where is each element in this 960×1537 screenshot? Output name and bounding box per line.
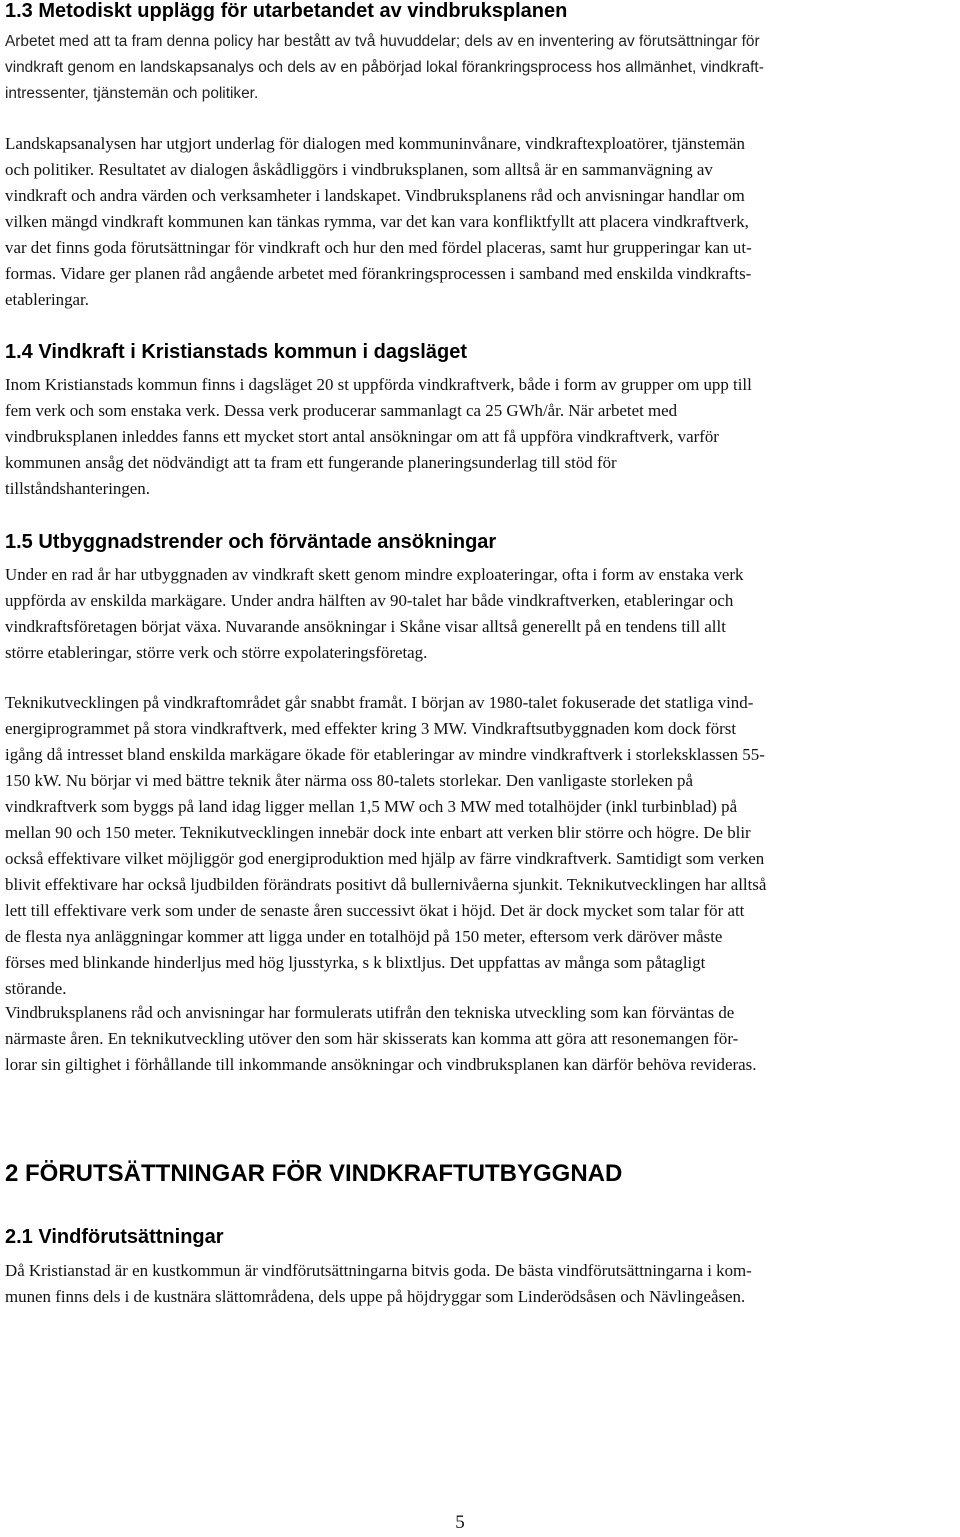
section-heading-1-4: 1.4 Vindkraft i Kristianstads kommun i dagsläget — [5, 341, 467, 363]
text-line: vindkraft och andra värden och verksamheter i landskapet. Vindbruksplanens råd och anvisningar handlar om — [5, 186, 745, 205]
text-line: lorar sin giltighet i förhållande till inkommande ansökningar och vindbruksplanen kan därför behöva revideras. — [5, 1055, 757, 1074]
text-line: intressenter, tjänstemän och politiker. — [5, 85, 259, 102]
text-line: var det finns goda förutsättningar för vindkraft och hur den med fördel placeras, samt hur grupperingar kan ut- — [5, 238, 752, 257]
paragraph-1-4 — [5, 372, 955, 502]
section-heading-1-5: 1.5 Utbyggnadstrender och förväntade ansökningar — [5, 531, 497, 553]
paragraph-1-3-analysis — [5, 131, 955, 313]
paragraph-1-5-revision — [5, 1000, 955, 1078]
text-line: också effektivare vilket möjliggör god energiproduktion med hjälp av färre vindkraftverk. Samtidigt som verken — [5, 849, 765, 868]
text-line: vindkraftsföretagen börjat växa. Nuvarande ansökningar i Skåne visar alltså generellt på en tendens till allt — [5, 617, 726, 636]
paragraph-2-1 — [5, 1258, 955, 1310]
text-line: störande. — [5, 979, 67, 998]
section-heading-2-1: 2.1 Vindförutsättningar — [5, 1226, 224, 1248]
text-line: Inom Kristianstads kommun finns i dagsläget 20 st uppförda vindkraftverk, både i form av grupper om upp till — [5, 375, 752, 394]
text-line: tillståndshanteringen. — [5, 479, 150, 498]
text-line: munen finns dels i de kustnära slättområdena, dels uppe på höjdryggar som Linderödsåsen och Nävlingeåsen. — [5, 1287, 746, 1306]
text-line: vindbruksplanen inleddes fanns ett mycket stort antal ansökningar om att få uppföra vindkraftverk, varför — [5, 427, 719, 446]
text-line: större etableringar, större verk och större expolateringsföretag. — [5, 643, 428, 662]
text-line: vilken mängd vindkraft kommunen kan tänkas rymma, var det kan vara konfliktfyllt att placera vindkraftverk, — [5, 212, 749, 231]
text-line: 150 kW. Nu börjar vi med bättre teknik åter närma oss 80-talets storlekar. Den vanligaste storleken på — [5, 771, 693, 790]
text-line: Arbetet med att ta fram denna policy har bestått av två huvuddelar; dels av en inventering av förutsättningar för — [5, 33, 760, 50]
text-line: Vindbruksplanens råd och anvisningar har formulerats utifrån den tekniska utveckling som kan förväntas de — [5, 1003, 735, 1022]
text-line: uppförda av enskilda markägare. Under andra hälften av 90-talet har både vindkraftverken, etableringar och — [5, 591, 734, 610]
page-number: 5 — [455, 1512, 465, 1533]
text-line: Teknikutvecklingen på vindkraftområdet går snabbt framåt. I början av 1980-talet fokuserade det statliga vind- — [5, 693, 754, 712]
text-line: kommunen ansåg det nödvändigt att ta fram ett fungerande planeringsunderlag till stöd för — [5, 453, 617, 472]
text-line: Landskapsanalysen har utgjort underlag för dialogen med kommuninvånare, vindkraftexploatörer, tjänstemän — [5, 134, 745, 153]
text-line: mellan 90 och 150 meter. Teknikutvecklingen innebär dock inte enbart att verken blir större och högre. De blir — [5, 823, 751, 842]
text-line: blivit effektivare har också ljudbilden förändrats positivt då bullernivåerna sjunkit. Teknikutvecklingen har alltså — [5, 875, 767, 894]
chapter-heading-2: 2 FÖRUTSÄTTNINGAR FÖR VINDKRAFTUTBYGGNAD — [5, 1160, 623, 1187]
text-line: formas. Vidare ger planen råd angående arbetet med förankringsprocessen i samband med enskilda vindkrafts- — [5, 264, 752, 283]
text-line: och politiker. Resultatet av dialogen åskådliggörs i vindbruksplanen, som alltså är en sammanvägning av — [5, 160, 713, 179]
text-line: lett till effektivare verk som under de senaste åren successivt ökat i höjd. Det är dock mycket som talar för att — [5, 901, 745, 920]
text-line: etableringar. — [5, 290, 89, 309]
text-line: vindkraftverk som byggs på land idag ligger mellan 1,5 MW och 3 MW med totalhöjder (inkl turbinblad) på — [5, 797, 738, 816]
text-line: de flesta nya anläggningar kommer att ligga under en totalhöjd på 150 meter, eftersom verk däröver måste — [5, 927, 723, 946]
paragraph-1-5-trends — [5, 562, 955, 666]
text-line: förses med blinkande hinderljus med hög ljusstyrka, s k blixtljus. Det uppfattas av många som påtagligt — [5, 953, 706, 972]
text-line: energiprogrammet på stora vindkraftverk, med effekter kring 3 MW. Vindkraftsutbyggnaden kom dock först — [5, 719, 737, 738]
text-line: närmaste åren. En teknikutveckling utöver den som här skisserats kan komma att göra att resonemangen för- — [5, 1029, 739, 1048]
paragraph-1-5-technology — [5, 690, 955, 1002]
text-line: igång då intresset bland enskilda markägare ökade för etableringar av mindre vindkraftverk i storleksklassen 55- — [5, 745, 765, 764]
section-heading-1-3: 1.3 Metodiskt upplägg för utarbetandet av vindbruksplanen — [5, 0, 568, 22]
text-line: fem verk och som enstaka verk. Dessa verk producerar sammanlagt ca 25 GWh/år. När arbetet med — [5, 401, 678, 420]
paragraph-1-3-intro — [5, 29, 955, 107]
text-line: Under en rad år har utbyggnaden av vindkraft skett genom mindre exploateringar, ofta i form av enstaka verk — [5, 565, 744, 584]
text-line: Då Kristianstad är en kustkommun är vindförutsättningarna bitvis goda. De bästa vindförutsättningarna i kom- — [5, 1261, 752, 1280]
text-line: vindkraft genom en landskapsanalys och dels av en påbörjad lokal förankringsprocess hos allmänhet, vindkraft- — [5, 59, 764, 76]
